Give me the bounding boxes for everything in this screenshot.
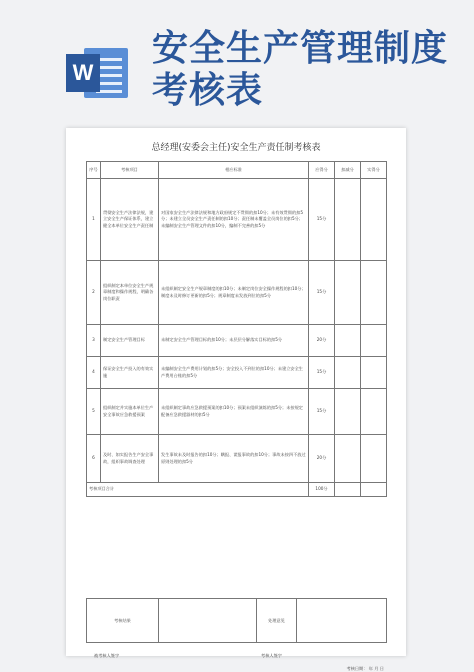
assessment-table [86,161,387,497]
banner [0,0,474,115]
assessee-signature-label: 被考核人签字 [94,653,120,658]
row-item: 及时、如实报告生产安全事故，组织事故调查处理 [101,435,159,483]
table-row [87,435,387,483]
row-deduct-cell[interactable] [335,325,361,357]
banner-title: 安全生产管理制度考核表 [152,28,449,111]
word-document-icon [66,44,130,100]
checker-signature-label: 考核人签字 [261,653,282,658]
row-no: 2 [87,261,101,325]
total-row [87,483,387,497]
result-field[interactable] [159,599,257,643]
row-item: 组织制定本单位安全生产规章制度和操作规程，明确各岗位职责 [101,261,159,325]
row-item: 组织制定并实施本单位生产安全事故应急救援预案 [101,389,159,435]
header-score: 应得分 [309,162,335,179]
row-item: 保证安全生产投入的有效实施 [101,357,159,389]
row-deduct-cell[interactable] [335,435,361,483]
result-table [86,598,387,643]
table-row [87,179,387,261]
header-deduct: 扣减分 [335,162,361,179]
row-item: 贯彻安全生产法律法规，建立安全生产保证体系，建立健全本单位安全生产责任制 [101,179,159,261]
result-row [87,599,387,643]
row-score: 20分 [309,325,335,357]
word-icon-letter: W [66,54,100,92]
row-actual-cell[interactable] [361,357,387,389]
header-no: 序号 [87,162,101,179]
opinion-label: 处理意见 [257,599,297,643]
table-row [87,357,387,389]
form-title: 总经理(安委会主任)安全生产责任制考核表 [151,143,321,153]
header-standard: 相应标准 [159,162,309,179]
header-item: 考核项目 [101,162,159,179]
row-standard: 未制定安全生产管理目标的扣10分；未层层分解落实目标的扣5分 [159,325,309,357]
row-standard: 未组织制定安全生产规章制度的扣10分；未制定岗位安全操作规程的扣10分；制度未及时修订更新的扣5分；规章制度未发放到位的扣5分 [159,261,309,325]
total-deduct-cell[interactable] [335,483,361,497]
row-no: 1 [87,179,101,261]
row-deduct-cell[interactable] [335,261,361,325]
table-row [87,325,387,357]
table-row [87,261,387,325]
document-page [66,128,406,671]
result-label: 考核结果 [87,599,159,643]
row-score: 15分 [309,261,335,325]
row-actual-cell[interactable] [361,325,387,357]
row-no: 5 [87,389,101,435]
row-no: 6 [87,435,101,483]
row-standard: 未组织制定事故应急救援预案的扣10分；预案未组织演练的扣5分；未按规定配备应急救援器材的扣5分 [159,389,309,435]
row-deduct-cell[interactable] [335,389,361,435]
row-actual-cell[interactable] [361,179,387,261]
row-actual-cell[interactable] [361,261,387,325]
row-score: 15分 [309,389,335,435]
table-header-row [87,162,387,179]
row-standard: 未编制安全生产费用计划的扣5分；安全投入不到位的扣10分；未建立安全生产费用台账的扣5分 [159,357,309,389]
row-item: 制定安全生产管理目标 [101,325,159,357]
row-score: 15分 [309,357,335,389]
row-standard: 对国家安全生产法律法规和地方政府规定不贯彻的扣10分；未有效贯彻的扣5分；未建立全员安全生产责任制的扣10分；责任制未覆盖全员岗位的扣5分；未编制安全生产管理文件的扣10分，编制不完善的扣5分 [159,179,309,261]
total-score: 100分 [309,483,335,497]
row-deduct-cell[interactable] [335,357,361,389]
row-actual-cell[interactable] [361,389,387,435]
row-standard: 发生事故未及时报告的扣10分；瞒报、谎报事故的扣10分；事故未按四不放过原则处理的扣5分 [159,435,309,483]
header-actual: 实得分 [361,162,387,179]
row-deduct-cell[interactable] [335,179,361,261]
row-score: 20分 [309,435,335,483]
total-actual-cell[interactable] [361,483,387,497]
row-actual-cell[interactable] [361,435,387,483]
total-label: 考核项目合计 [87,483,309,497]
table-row [87,389,387,435]
row-no: 4 [87,357,101,389]
row-no: 3 [87,325,101,357]
opinion-field[interactable] [297,599,387,643]
row-score: 15分 [309,179,335,261]
assessment-date: 考核日期： 年 月 日 [346,666,384,671]
